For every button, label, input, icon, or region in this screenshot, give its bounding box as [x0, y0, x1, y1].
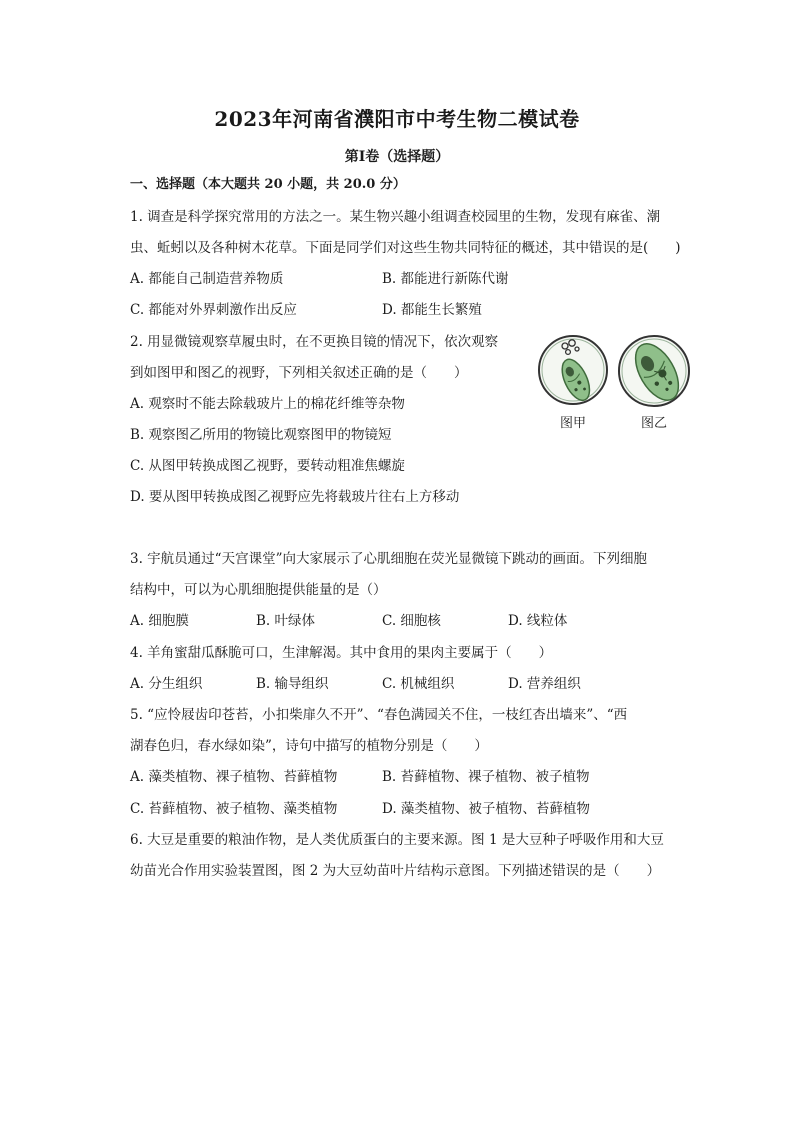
q4-option-b: B. 输导组织 [256, 676, 329, 692]
q3-line-2: 结构中，可以为心肌细胞提供能量的是（） [130, 582, 387, 598]
q2-option-c: C. 从图甲转换成图乙视野，要转动粗准焦螺旋 [130, 458, 405, 474]
q2-line-1: 2. 用显微镜观察草履虫时，在不更换目镜的情况下，依次观察 [130, 334, 499, 350]
q4-option-d: D. 营养组织 [508, 676, 581, 692]
q1-option-d: D. 都能生长繁殖 [382, 302, 482, 318]
q4-line-1: 4. 羊角蜜甜瓜酥脆可口，生津解渴。其中食用的果肉主要属于（ ） [130, 645, 553, 661]
figure-caption-b: 图乙 [640, 416, 667, 431]
part-heading: 一、选择题（本大题共 20 小题，共 20.0 分） [130, 177, 406, 192]
q5-line-2: 湖春色归，春水绿如染”，诗句中描写的植物分别是（ ） [130, 738, 488, 754]
paramecium-view-b-image [617, 334, 691, 408]
q3-option-c: C. 细胞核 [382, 613, 441, 629]
paramecium-view-a-image [537, 334, 609, 406]
q3-option-a: A. 细胞膜 [130, 613, 189, 629]
q2-line-2: 到如图甲和图乙的视野，下列相关叙述正确的是（ ） [130, 365, 468, 381]
q5-option-d: D. 藻类植物、被子植物、苔藓植物 [382, 801, 590, 817]
q6-line-2: 幼苗光合作用实验装置图，图 2 为大豆幼苗叶片结构示意图。下列描述错误的是（ ） [130, 863, 661, 879]
page-title: 2023年河南省濮阳市中考生物二模试卷 [214, 107, 580, 131]
q4-option-c: C. 机械组织 [382, 676, 455, 692]
q1-option-c: C. 都能对外界刺激作出反应 [130, 302, 297, 318]
figure-caption-a: 图甲 [559, 416, 586, 431]
q1-option-a: A. 都能自己制造营养物质 [130, 271, 284, 287]
q2-option-a: A. 观察时不能去除载玻片上的棉花纤维等杂物 [130, 396, 405, 412]
q3-line-1: 3. 宇航员通过“天宫课堂”向大家展示了心肌细胞在荧光显微镜下跳动的画面。下列细胞 [130, 551, 647, 567]
q2-option-d: D. 要从图甲转换成图乙视野应先将载玻片往右上方移动 [130, 489, 460, 505]
section-heading: 第I卷（选择题） [344, 149, 450, 165]
q5-option-c: C. 苔藓植物、被子植物、藻类植物 [130, 801, 338, 817]
q3-option-d: D. 线粒体 [508, 613, 568, 629]
q2-option-b: B. 观察图乙所用的物镜比观察图甲的物镜短 [130, 427, 392, 443]
q5-line-1: 5. “应怜屐齿印苍苔，小扣柴扉久不开”、“春色满园关不住，一枝红杏出墙来”、“西 [130, 707, 628, 723]
q6-line-1: 6. 大豆是重要的粮油作物，是人类优质蛋白的主要来源。图 1 是大豆种子呼吸作用和大豆 [130, 832, 664, 848]
q1-line-1: 1. 调查是科学探究常用的方法之一。某生物兴趣小组调查校园里的生物，发现有麻雀、潮 [130, 209, 661, 225]
q5-option-b: B. 苔藓植物、裸子植物、被子植物 [382, 769, 590, 785]
q1-line-2: 虫、蚯蚓以及各种树木花草。下面是同学们对这些生物共同特征的概述，其中错误的是( ) [130, 240, 681, 256]
q1-option-b: B. 都能进行新陈代谢 [382, 271, 509, 287]
q5-option-a: A. 藻类植物、裸子植物、苔藓植物 [130, 769, 338, 785]
q4-option-a: A. 分生组织 [130, 676, 203, 692]
q3-option-b: B. 叶绿体 [256, 613, 316, 629]
